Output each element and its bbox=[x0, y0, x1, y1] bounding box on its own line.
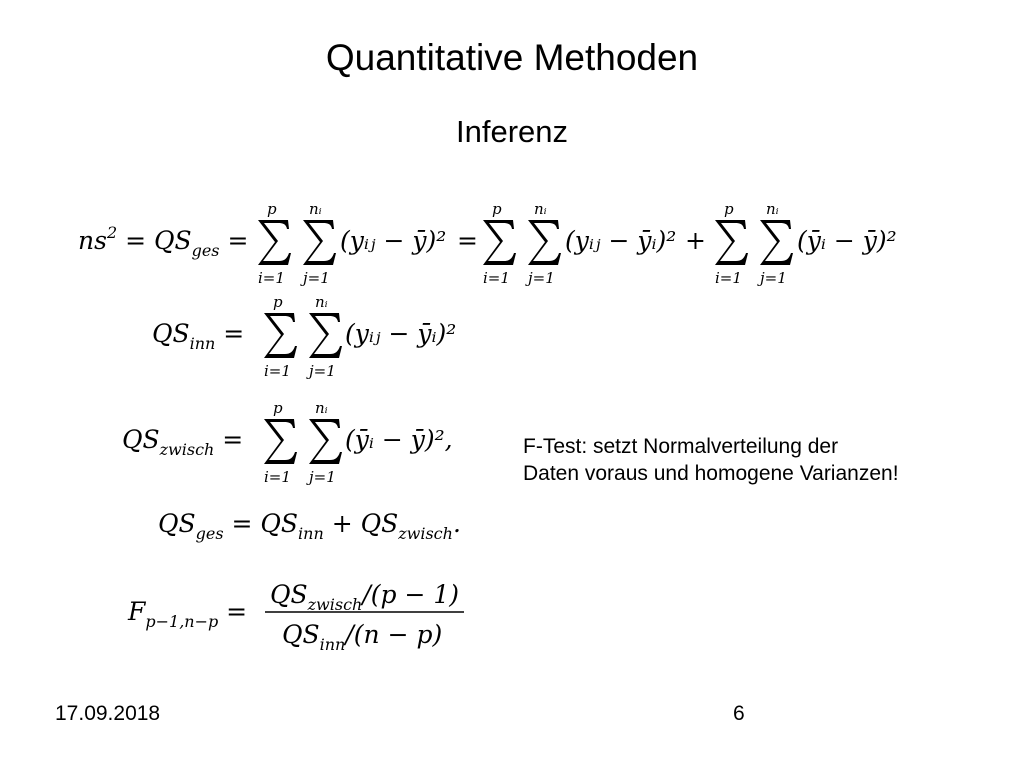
eq1-sum2-upper-p: p bbox=[492, 200, 502, 218]
eq1-sum3-upper-ni: nᵢ bbox=[766, 200, 779, 218]
eq1-sum1-upper-ni: nᵢ bbox=[309, 200, 322, 218]
eq2-upper-ni: nᵢ bbox=[315, 293, 328, 311]
eq5-lhs: $F_{p-1,n-p}$ = bbox=[128, 597, 248, 631]
equation-qs-inn bbox=[152, 293, 456, 380]
equation-total-sum-of-squares bbox=[78, 200, 897, 287]
eq1-sum2-upper-ni: nᵢ bbox=[534, 200, 547, 218]
eq1-sum2-lower-j: j=1 bbox=[528, 269, 555, 287]
footer-date: 17.09.2018 bbox=[55, 702, 161, 725]
eq2-lhs: $QS_{inn}$ = bbox=[152, 319, 245, 353]
eq2-lower-i: i=1 bbox=[264, 362, 291, 380]
eq2-upper-p: p bbox=[273, 293, 283, 311]
eq1-sum1-lower-j: j=1 bbox=[303, 269, 330, 287]
eq3-term: (ȳᵢ − ȳ)², bbox=[345, 425, 453, 454]
eq1-term3: (ȳᵢ − ȳ)² bbox=[797, 226, 897, 255]
formula-svg bbox=[60, 190, 920, 660]
eq2-lower-j: j=1 bbox=[309, 362, 336, 380]
equation-qs-zwisch bbox=[122, 399, 453, 486]
eq5-denominator: $QS_{inn}/(n - p)$ bbox=[282, 620, 443, 654]
eq1-plus: + bbox=[685, 226, 706, 255]
eq1-term2: (yᵢⱼ − ȳᵢ)² bbox=[565, 226, 677, 255]
eq1-sum1-upper-p: p bbox=[267, 200, 277, 218]
eq1-sum2-lower-i: i=1 bbox=[483, 269, 510, 287]
eq3-lower-j: j=1 bbox=[309, 468, 336, 486]
eq5-numerator: $QS_{zwisch}/(p - 1)$ bbox=[270, 580, 460, 614]
equation-qs-identity bbox=[158, 509, 461, 543]
eq3-upper-p: p bbox=[273, 399, 283, 417]
equation-f-statistic bbox=[127, 580, 464, 654]
eq3-lower-i: i=1 bbox=[264, 468, 291, 486]
eq4-text: $QS_{ges} = QS_{inn} + QS_{zwisch}$. bbox=[158, 509, 461, 543]
ftest-note bbox=[523, 433, 1003, 487]
eq3-lhs: $QS_{zwisch}$ = bbox=[122, 425, 244, 459]
ftest-note-line-2: Daten voraus und homogene Varianzen! bbox=[523, 462, 899, 485]
eq1-term1: (yᵢⱼ − ȳ)² bbox=[340, 226, 447, 255]
eq1-sum3-lower-i: i=1 bbox=[715, 269, 742, 287]
formula-block bbox=[60, 190, 920, 660]
eq1-sum1-lower-i: i=1 bbox=[258, 269, 285, 287]
slide-subtitle: Inferenz bbox=[455, 114, 568, 149]
eq2-term: (yᵢⱼ − ȳᵢ)² bbox=[345, 319, 457, 348]
slide-title: Quantitative Methoden bbox=[325, 37, 699, 78]
eq1-equals2: = bbox=[457, 226, 478, 255]
eq3-upper-ni: nᵢ bbox=[315, 399, 328, 417]
eq1-sum3-upper-p: p bbox=[724, 200, 734, 218]
footer-page-number: 6 bbox=[733, 702, 745, 725]
ftest-note-line-1: F-Test: setzt Normalverteilung der bbox=[523, 435, 839, 458]
eq1-lhs: $ns^2 = QS_{ges}$ = bbox=[78, 223, 249, 260]
eq1-sum3-lower-j: j=1 bbox=[760, 269, 787, 287]
